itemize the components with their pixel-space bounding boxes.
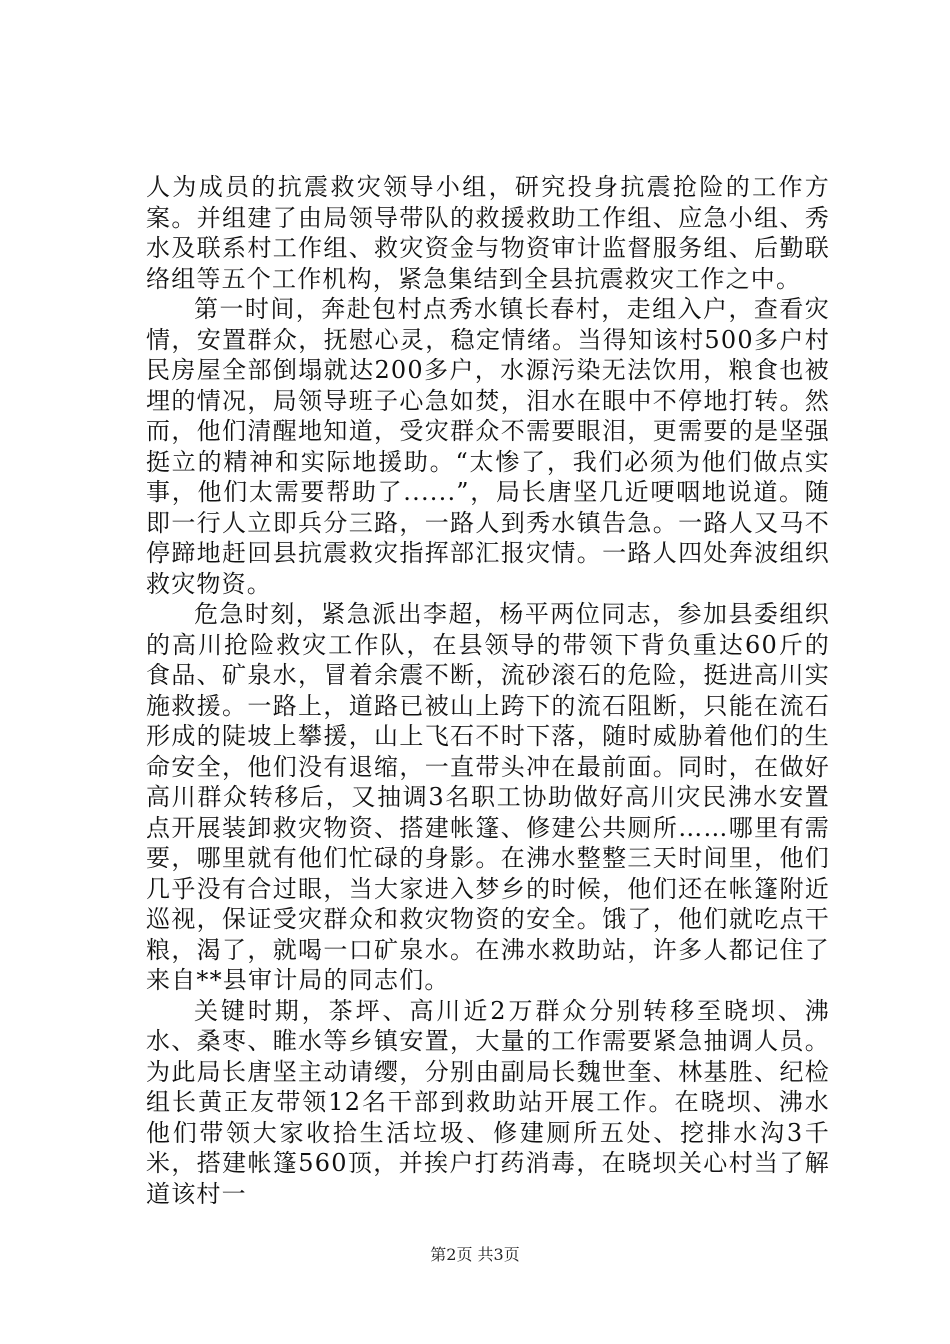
paragraph-4: 关键时期，茶坪、高川近2万群众分别转移至晓坝、沸水、桑枣、睢水等乡镇安置，大量的工作需要紧急抽调人员。为此局长唐坚主动请缨，分别由副局长魏世奎、林基胜、纪检组长黄正友带领12名干部到救助站开展工作。在晓坝、沸水他们带领大家收拾生活垃圾、修建厕所五处、挖排水沟3千米，搭建帐篷560顶，并挨户打药消毒，在晓坝关心村当了解道该村一 (146, 996, 830, 1208)
paragraph-3: 危急时刻，紧急派出李超，杨平两位同志，参加县委组织的高川抢险救灾工作队，在县领导的带领下背负重达60斤的食品、矿泉水，冒着余震不断，流砂滚石的危险，挺进高川实施救援。一路上，道路已被山上跨下的流石阻断，只能在流石形成的陡坡上攀援，山上飞石不时下落，随时威胁着他们的生命安全，他们没有退缩，一直带头冲在最前面。同时，在做好高川群众转移后，又抽调3名职工协助做好高川灾民沸水安置点开展装卸救灾物资、搭建帐篷、修建公共厕所……哪里有需要，哪里就有他们忙碌的身影。在沸水整整三天时间里，他们几乎没有合过眼，当大家进入梦乡的时候，他们还在帐篷附近巡视，保证受灾群众和救灾物资的安全。饿了，他们就吃点干粮，渴了，就喝一口矿泉水。在沸水救助站，许多人都记住了来自**县审计局的同志们。 (146, 600, 830, 994)
paragraph-1: 人为成员的抗震救灾领导小组，研究投身抗震抢险的工作方案。并组建了由局领导带队的救援救助工作组、应急小组、秀水及联系村工作组、救灾资金与物资审计监督服务组、后勤联络组等五个工作机构，紧急集结到全县抗震救灾工作之中。 (146, 173, 830, 293)
paragraph-2: 第一时间，奔赴包村点秀水镇长春村，走组入户，查看灾情，安置群众，抚慰心灵，稳定情绪。当得知该村500多户村民房屋全部倒塌就达200多户，水源污染无法饮用，粮食也被埋的情况，局领导班子心急如焚，泪水在眼中不停地打转。然而，他们清醒地知道，受灾群众不需要眼泪，更需要的是坚强挺立的精神和实际地援助。“太惨了，我们必须为他们做点实事，他们太需要帮助了......”，局长唐坚几近哽咽地说道。随即一行人立即兵分三路，一路人到秀水镇告急。一路人又马不停蹄地赶回县抗震救灾指挥部汇报灾情。一路人四处奔波组织救灾物资。 (146, 295, 830, 598)
body-text (146, 172, 830, 1209)
page-footer: 第2页 共3页 (430, 1245, 520, 1264)
